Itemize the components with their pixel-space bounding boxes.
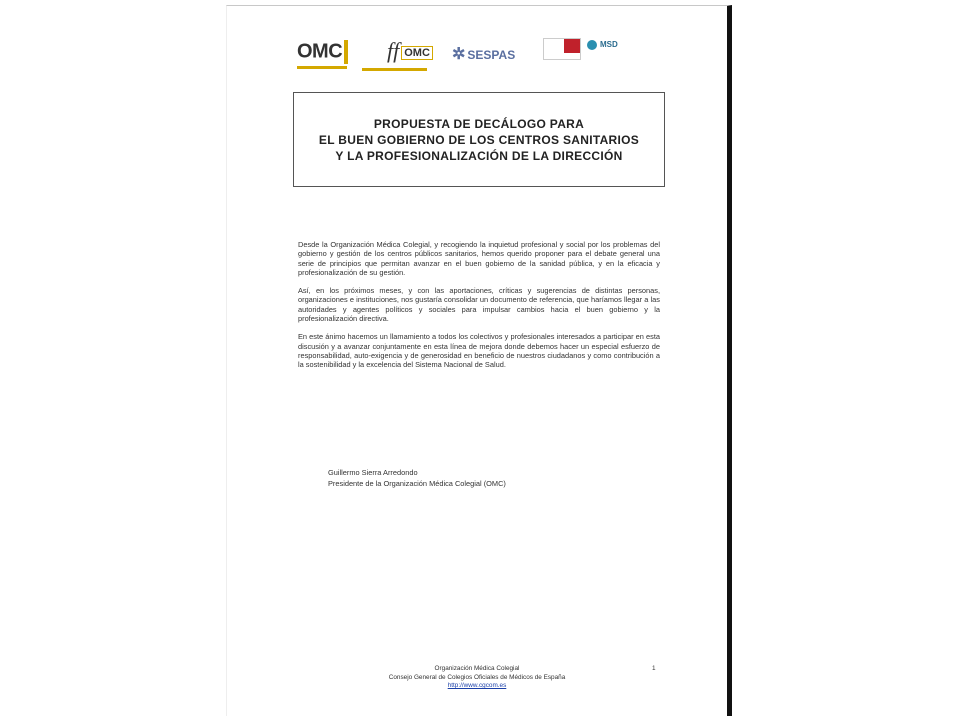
footer-org: Organización Médica Colegial bbox=[434, 665, 520, 672]
page-number: 1 bbox=[652, 665, 656, 672]
title-line-1: PROPUESTA DE DECÁLOGO PARA bbox=[373, 116, 585, 131]
title-line-3: Y LA PROFESIONALIZACIÓN DE LA DIRECCIÓN bbox=[335, 148, 623, 163]
msd-logo bbox=[587, 40, 618, 50]
logo-bar bbox=[297, 36, 657, 76]
red-institution-logo bbox=[543, 38, 581, 60]
ffomc-logo-omc: OMC bbox=[401, 46, 433, 60]
footer-url-link[interactable]: http://www.cgcom.es bbox=[447, 682, 507, 689]
ffomc-logo bbox=[387, 38, 433, 64]
paragraph-2: Así, en los próximos meses, y con las aportaciones, críticas y sugerencias de distintas personas, organizaciones e instituciones, nos gustaría consolidar un documento de referencia, que haríamos llegar a las autoridades y agentes políticos y sociales para impulsar cambios hacia el buen gobierno y la profesionalización directiva. bbox=[298, 286, 660, 324]
ffomc-logo-ff: ff bbox=[387, 38, 400, 63]
omc-logo bbox=[297, 40, 348, 64]
footer-council: Consejo General de Colegios Oficiales de Médicos de España bbox=[388, 673, 566, 681]
ffomc-logo-underline bbox=[362, 68, 427, 71]
signature-role: Presidente de la Organización Médica Colegial (OMC) bbox=[328, 479, 506, 488]
document-title-box bbox=[293, 92, 665, 187]
omc-logo-text: OMC bbox=[297, 40, 343, 63]
paragraph-1: Desde la Organización Médica Colegial, y recogiendo la inquietud profesional y social por los problemas del gobierno y gestión de los centros públicos sanitarios, hemos querido proponer para el debate general una serie de principios que permitan avanzar en el buen gobierno de la sanidad pública, y en la eficacia y profesionalización de su gestión. bbox=[298, 240, 660, 277]
document-body bbox=[298, 240, 660, 379]
sespas-star-icon: ✲ bbox=[452, 46, 466, 63]
omc-logo-mark bbox=[344, 40, 348, 64]
omc-logo-underline bbox=[297, 66, 347, 69]
sespas-logo-text: SESPAS bbox=[467, 48, 516, 62]
red-block-icon bbox=[564, 39, 580, 53]
msd-logo-text: MSD bbox=[600, 40, 618, 50]
paragraph-3: En este ánimo hacemos un llamamiento a todos los colectivos y profesionales interesados a participar en esta discusión y a avanzar conjuntamente en esta línea de mejora donde debemos hacer un especial esfuerzo de responsabilidad, auto-exigencia y de generosidad en beneficio de nuestros ciudadanos y como contribución a la sostenibilidad y la excelencia del Sistema Nacional de Salud. bbox=[298, 332, 660, 370]
page-footer bbox=[347, 665, 607, 691]
title-line-2: EL BUEN GOBIERNO DE LOS CENTROS SANITARIOS bbox=[318, 132, 640, 147]
signature-name: Guillermo Sierra Arredondo bbox=[328, 468, 418, 477]
document-page bbox=[226, 5, 732, 716]
sespas-logo bbox=[452, 44, 515, 64]
msd-circle-icon bbox=[587, 40, 597, 50]
signature-block bbox=[328, 467, 506, 489]
